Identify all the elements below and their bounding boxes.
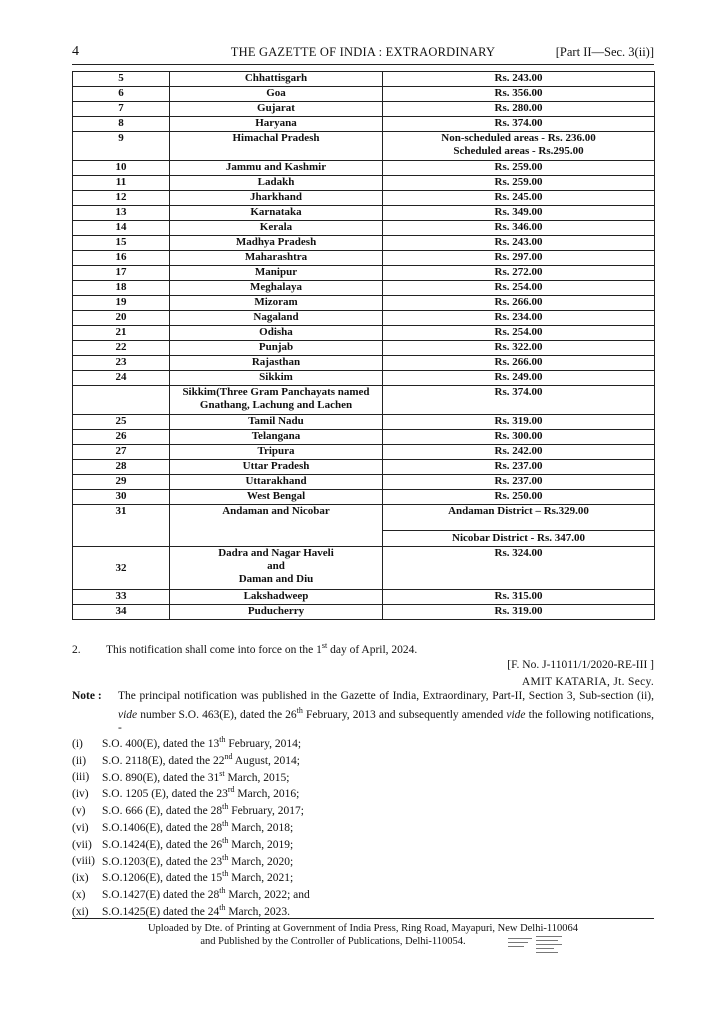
item-text-after: March, 2015;: [224, 771, 290, 784]
table-row: [73, 161, 655, 176]
state-line: Himachal Pradesh: [232, 132, 320, 144]
item-text-after: March, 2016;: [234, 788, 300, 801]
serial-number-cell: 30: [73, 490, 170, 505]
item-sup: th: [219, 735, 226, 744]
rate-line: Rs. 346.00: [494, 221, 543, 233]
state-line: Chhattisgarh: [244, 72, 308, 84]
rate-cell: [383, 386, 655, 415]
table-row: [73, 311, 655, 326]
state-cell: [170, 590, 383, 605]
rate-cell: [383, 191, 655, 206]
item-roman: (ii): [72, 754, 87, 767]
table-row: [73, 590, 655, 605]
header-rule: [72, 64, 654, 65]
state-cell: [170, 475, 383, 490]
footer-line-1: Uploaded by Dte. of Printing at Government of India Press, Ring Road, Mayapuri, New Delhi-110064: [147, 923, 579, 934]
rate-line: Rs. 300.00: [494, 430, 543, 442]
item-text: S.O. 666 (E), dated the 28: [102, 805, 223, 818]
serial-number-cell: 20: [73, 311, 170, 326]
serial-number-cell: 16: [73, 251, 170, 266]
gazette-title: THE GAZETTE OF INDIA : EXTRAORDINARY: [230, 45, 496, 59]
table-row: [73, 281, 655, 296]
state-cell: [170, 132, 383, 161]
state-cell: [170, 356, 383, 371]
item-text-after: March, 2023.: [225, 905, 290, 918]
state-cell: [170, 326, 383, 341]
rate-line: Rs. 254.00: [494, 281, 543, 293]
serial-number-cell: 7: [73, 102, 170, 117]
list-item: [72, 903, 290, 919]
list-item: [72, 869, 293, 885]
rate-cell: [383, 281, 655, 296]
rate-cell: [383, 221, 655, 236]
state-cell: [170, 87, 383, 102]
table-row: [73, 386, 655, 415]
page-header: [72, 44, 654, 62]
table-row: [73, 72, 655, 87]
item-roman: (viii): [72, 855, 95, 868]
state-line: Ladakh: [257, 176, 295, 188]
list-item: [72, 785, 299, 801]
rate-line: Rs. 237.00: [494, 460, 543, 472]
paragraph-sup: st: [321, 641, 328, 650]
serial-number-cell: 26: [73, 430, 170, 445]
state-line: Tripura: [257, 445, 295, 457]
serial-number-cell: 31: [73, 505, 170, 547]
serial-number-cell: 12: [73, 191, 170, 206]
serial-number-cell: 11: [73, 176, 170, 191]
item-text-after: February, 2014;: [225, 737, 302, 750]
item-text-after: March, 2019;: [228, 838, 294, 851]
state-cell: [170, 445, 383, 460]
item-sup: th: [219, 903, 226, 912]
item-roman: (iii): [72, 771, 90, 784]
table-row: [73, 341, 655, 356]
serial-number-cell: 24: [73, 371, 170, 386]
state-line: Mizoram: [254, 296, 298, 308]
state-line: Goa: [266, 87, 286, 99]
rate-cell: [383, 590, 655, 605]
table-row: [73, 296, 655, 311]
state-line: Kerala: [259, 221, 293, 233]
item-roman: (iv): [72, 788, 89, 801]
note-text-2: number S.O. 463(E), dated the 26: [137, 708, 297, 721]
state-cell: [170, 176, 383, 191]
item-roman: (i): [72, 737, 83, 750]
rate-cell: [383, 132, 655, 161]
table-row: [73, 266, 655, 281]
state-line: Telangana: [251, 430, 301, 442]
state-cell: [170, 386, 383, 415]
note-text-3: February, 2013 and subsequently amended: [302, 708, 507, 721]
item-text: S.O.1203(E), dated the 23: [102, 855, 223, 868]
note-label: Note :: [72, 690, 102, 702]
state-line: Puducherry: [247, 605, 305, 617]
item-text: S.O. 2118(E), dated the 22: [102, 754, 225, 767]
rate-line: Rs. 250.00: [494, 490, 543, 502]
rate-cell: [383, 161, 655, 176]
rate-cell: [383, 236, 655, 251]
state-line: Gujarat: [257, 102, 295, 114]
note-text-4: the following notifications, -: [118, 708, 654, 734]
rate-line: Rs. 319.00: [494, 415, 543, 427]
note-sup: th: [296, 705, 303, 715]
state-line: and: [267, 560, 285, 572]
list-item: [72, 769, 289, 785]
rate-cell: [383, 430, 655, 445]
serial-number-cell: 9: [73, 132, 170, 161]
serial-number-cell: 14: [73, 221, 170, 236]
rate-line: Rs. 243.00: [494, 236, 543, 248]
state-cell: [170, 460, 383, 475]
serial-number-cell: 15: [73, 236, 170, 251]
paragraph-number: 2.: [72, 643, 81, 656]
rate-line: Rs. 324.00: [494, 547, 543, 559]
item-sup: th: [222, 802, 229, 812]
table-row: [73, 102, 655, 117]
file-number: [F. No. J-11011/1/2020-RE-III ]: [507, 659, 654, 671]
rate-cell: [383, 311, 655, 326]
rate-line: Rs. 297.00: [494, 251, 543, 263]
state-line: Rajasthan: [251, 356, 301, 368]
rate-cell: [383, 176, 655, 191]
rate-cell: [383, 415, 655, 430]
table-row: [73, 605, 655, 620]
rate-cell: [383, 341, 655, 356]
serial-number-cell: 5: [73, 72, 170, 87]
item-sup: th: [222, 835, 229, 845]
paragraph-text-after: day of April, 2024.: [327, 643, 418, 656]
serial-number-cell: 18: [73, 281, 170, 296]
table-row: [73, 460, 655, 475]
serial-number-cell: 27: [73, 445, 170, 460]
state-line: Jammu and Kashmir: [225, 161, 327, 173]
serial-number-cell: [73, 386, 170, 415]
table-row: [73, 326, 655, 341]
note-vide-2: vide: [506, 708, 526, 721]
rate-cell: [383, 326, 655, 341]
item-text-after: March, 2021;: [228, 872, 294, 885]
serial-number-cell: 21: [73, 326, 170, 341]
table-row: [73, 430, 655, 445]
rate-line: Rs. 237.00: [494, 475, 543, 487]
table-row: [73, 475, 655, 490]
rate-line: Rs. 319.00: [494, 605, 543, 617]
state-cell: [170, 341, 383, 356]
serial-number-cell: 6: [73, 87, 170, 102]
rate-line: Rs. 266.00: [494, 356, 543, 368]
rate-divider: [383, 530, 654, 531]
state-cell: [170, 281, 383, 296]
serial-number-cell: 34: [73, 605, 170, 620]
rate-line: Andaman District – Rs.329.00: [448, 505, 589, 517]
state-cell: [170, 490, 383, 505]
state-cell: [170, 72, 383, 87]
note-vide: vide: [118, 708, 138, 721]
page-footer: [72, 922, 654, 948]
state-line: Uttar Pradesh: [242, 460, 310, 472]
serial-number-cell: 13: [73, 206, 170, 221]
item-text-after: March, 2022; and: [225, 889, 310, 902]
item-roman: (vi): [72, 821, 89, 834]
state-cell: [170, 311, 383, 326]
state-cell: [170, 206, 383, 221]
item-text-after: February, 2017;: [228, 805, 304, 818]
serial-number-cell: 28: [73, 460, 170, 475]
state-line: Haryana: [255, 117, 297, 129]
rate-cell: [383, 445, 655, 460]
serial-number-cell: 23: [73, 356, 170, 371]
item-text: S.O.1427(E) dated the 28: [102, 889, 220, 902]
wage-rates-table: [72, 71, 655, 620]
table-row: [73, 117, 655, 132]
paragraph-text-before: This notification shall come into force on the 1: [106, 643, 322, 656]
serial-number-cell: 22: [73, 341, 170, 356]
table-row: [73, 206, 655, 221]
rate-line: Non-scheduled areas - Rs. 236.00: [441, 132, 596, 144]
state-cell: [170, 117, 383, 132]
item-text-after: March, 2020;: [228, 855, 294, 868]
list-item: [72, 735, 301, 751]
state-cell: [170, 102, 383, 117]
serial-number-cell: 19: [73, 296, 170, 311]
rate-cell: [383, 206, 655, 221]
rate-line: Rs. 374.00: [494, 117, 543, 129]
rate-line: Rs. 249.00: [494, 371, 543, 383]
footer-rule: [72, 918, 654, 919]
state-line: Nagaland: [253, 311, 299, 323]
table-row: [73, 251, 655, 266]
rate-line: Rs. 280.00: [494, 102, 543, 114]
state-line: Karnataka: [250, 206, 302, 218]
state-line: Tamil Nadu: [248, 415, 304, 427]
commencement-paragraph: [72, 641, 654, 656]
table-row: [73, 87, 655, 102]
state-cell: [170, 251, 383, 266]
item-sup: rd: [227, 785, 235, 795]
state-line: Odisha: [259, 326, 293, 338]
state-cell: [170, 236, 383, 251]
rate-line: Rs. 259.00: [494, 176, 543, 188]
item-roman: (x): [72, 889, 86, 902]
table-row: [73, 505, 655, 547]
item-text: S.O.1425(E) dated the 24: [102, 905, 220, 918]
state-cell: [170, 296, 383, 311]
serial-number-cell: 33: [73, 590, 170, 605]
state-cell: [170, 505, 383, 547]
state-line: West Bengal: [246, 490, 306, 502]
list-item: [72, 752, 300, 768]
state-cell: [170, 547, 383, 590]
note-text-1: The principal notification was published in the Gazette of India, Extraordinary, Part-II, Section 3, Sub-section (ii),: [118, 690, 654, 702]
table-row: [73, 415, 655, 430]
list-item: [72, 853, 293, 869]
rate-line: Rs. 272.00: [494, 266, 543, 278]
item-roman: (ix): [72, 872, 89, 885]
rate-cell: [383, 547, 655, 590]
table-row: [73, 191, 655, 206]
item-sup: st: [219, 768, 225, 778]
state-line: Sikkim: [259, 371, 293, 383]
rate-cell: [383, 87, 655, 102]
rate-cell: [383, 117, 655, 132]
state-line: Madhya Pradesh: [235, 236, 317, 248]
item-sup: th: [222, 819, 229, 828]
state-line: Daman and Diu: [238, 573, 314, 585]
rate-line: Rs. 242.00: [494, 445, 543, 457]
item-text: S.O.1406(E), dated the 28: [102, 821, 223, 834]
state-line: Meghalaya: [250, 281, 302, 293]
rate-cell: [383, 296, 655, 311]
item-text: S.O. 1205 (E), dated the 23: [102, 788, 228, 801]
rate-line: Rs. 266.00: [494, 296, 543, 308]
state-cell: [170, 191, 383, 206]
state-cell: [170, 161, 383, 176]
state-cell: [170, 430, 383, 445]
rate-cell: [383, 460, 655, 475]
list-item: [72, 836, 293, 852]
rate-line: Rs. 259.00: [494, 161, 543, 173]
list-item: [72, 802, 304, 818]
item-text: S.O.1424(E), dated the 26: [102, 838, 223, 851]
rate-line: Rs. 315.00: [494, 590, 543, 602]
signatory: AMIT KATARIA, Jt. Secy.: [521, 676, 654, 688]
rate-line: Rs. 245.00: [494, 191, 543, 203]
rate-cell: [383, 251, 655, 266]
state-line: Lakshadweep: [243, 590, 309, 602]
item-sup: th: [219, 886, 226, 896]
item-text: S.O. 400(E), dated the 13: [102, 737, 220, 750]
rate-line: Rs. 322.00: [494, 341, 543, 353]
table-row: [73, 221, 655, 236]
serial-number-cell: 32: [73, 547, 170, 590]
item-text: S.O.1206(E), dated the 15: [102, 872, 223, 885]
state-line: Punjab: [258, 341, 294, 353]
table-row: [73, 356, 655, 371]
list-item: [72, 819, 293, 835]
rate-line: Scheduled areas - Rs.295.00: [453, 145, 584, 157]
item-sup: th: [222, 852, 229, 862]
rate-cell: [383, 102, 655, 117]
state-line: Maharashtra: [244, 251, 308, 263]
footer-line-2: and Published by the Controller of Publications, Delhi-110054.: [200, 936, 466, 947]
rate-line: Rs. 374.00: [494, 386, 543, 398]
rate-line: Nicobar District - Rs. 347.00: [452, 532, 585, 544]
rate-line: Rs. 234.00: [494, 311, 543, 323]
state-line: Andaman and Nicobar: [222, 505, 330, 517]
rate-line: Rs. 349.00: [494, 206, 543, 218]
part-section: [Part II—Sec. 3(ii)]: [555, 45, 654, 59]
state-cell: [170, 371, 383, 386]
state-cell: [170, 266, 383, 281]
page-number: 4: [72, 44, 79, 59]
serial-number-cell: 17: [73, 266, 170, 281]
item-text-after: March, 2018;: [228, 821, 294, 834]
rate-cell: [383, 266, 655, 281]
serial-number-cell: 10: [73, 161, 170, 176]
rate-line: Rs. 243.00: [494, 72, 543, 84]
table-row: [73, 490, 655, 505]
table-row: [73, 236, 655, 251]
state-line: Jharkhand: [250, 191, 302, 203]
rate-cell: [383, 505, 655, 547]
state-line: Dadra and Nagar Haveli: [218, 547, 334, 559]
table-row: [73, 176, 655, 191]
item-sup: nd: [224, 751, 233, 761]
state-line: Gnathang, Lachung and Lachen: [199, 399, 353, 411]
rate-cell: [383, 72, 655, 87]
state-line: Uttarakhand: [245, 475, 307, 487]
rate-cell: [383, 371, 655, 386]
rate-cell: [383, 475, 655, 490]
item-sup: th: [222, 869, 229, 879]
item-text: S.O. 890(E), dated the 31: [102, 771, 220, 784]
state-cell: [170, 415, 383, 430]
table-row: [73, 371, 655, 386]
rate-cell: [383, 490, 655, 505]
state-line: Sikkim(Three Gram Panchayats named: [182, 386, 370, 398]
table-row: [73, 132, 655, 161]
rate-cell: [383, 605, 655, 620]
table-row: [73, 547, 655, 590]
rate-cell: [383, 356, 655, 371]
digital-signature-stamp-icon: [508, 935, 564, 953]
item-text-after: August, 2014;: [232, 754, 300, 767]
item-roman: (xi): [72, 905, 89, 918]
serial-number-cell: 25: [73, 415, 170, 430]
rate-line: Rs. 356.00: [494, 87, 543, 99]
state-cell: [170, 605, 383, 620]
state-line: Manipur: [254, 266, 298, 278]
table-row: [73, 445, 655, 460]
note-text: [118, 690, 654, 735]
state-cell: [170, 221, 383, 236]
list-item: [72, 886, 310, 902]
rate-line: Rs. 254.00: [494, 326, 543, 338]
item-roman: (vii): [72, 838, 92, 851]
item-roman: (v): [72, 805, 86, 818]
serial-number-cell: 29: [73, 475, 170, 490]
serial-number-cell: 8: [73, 117, 170, 132]
